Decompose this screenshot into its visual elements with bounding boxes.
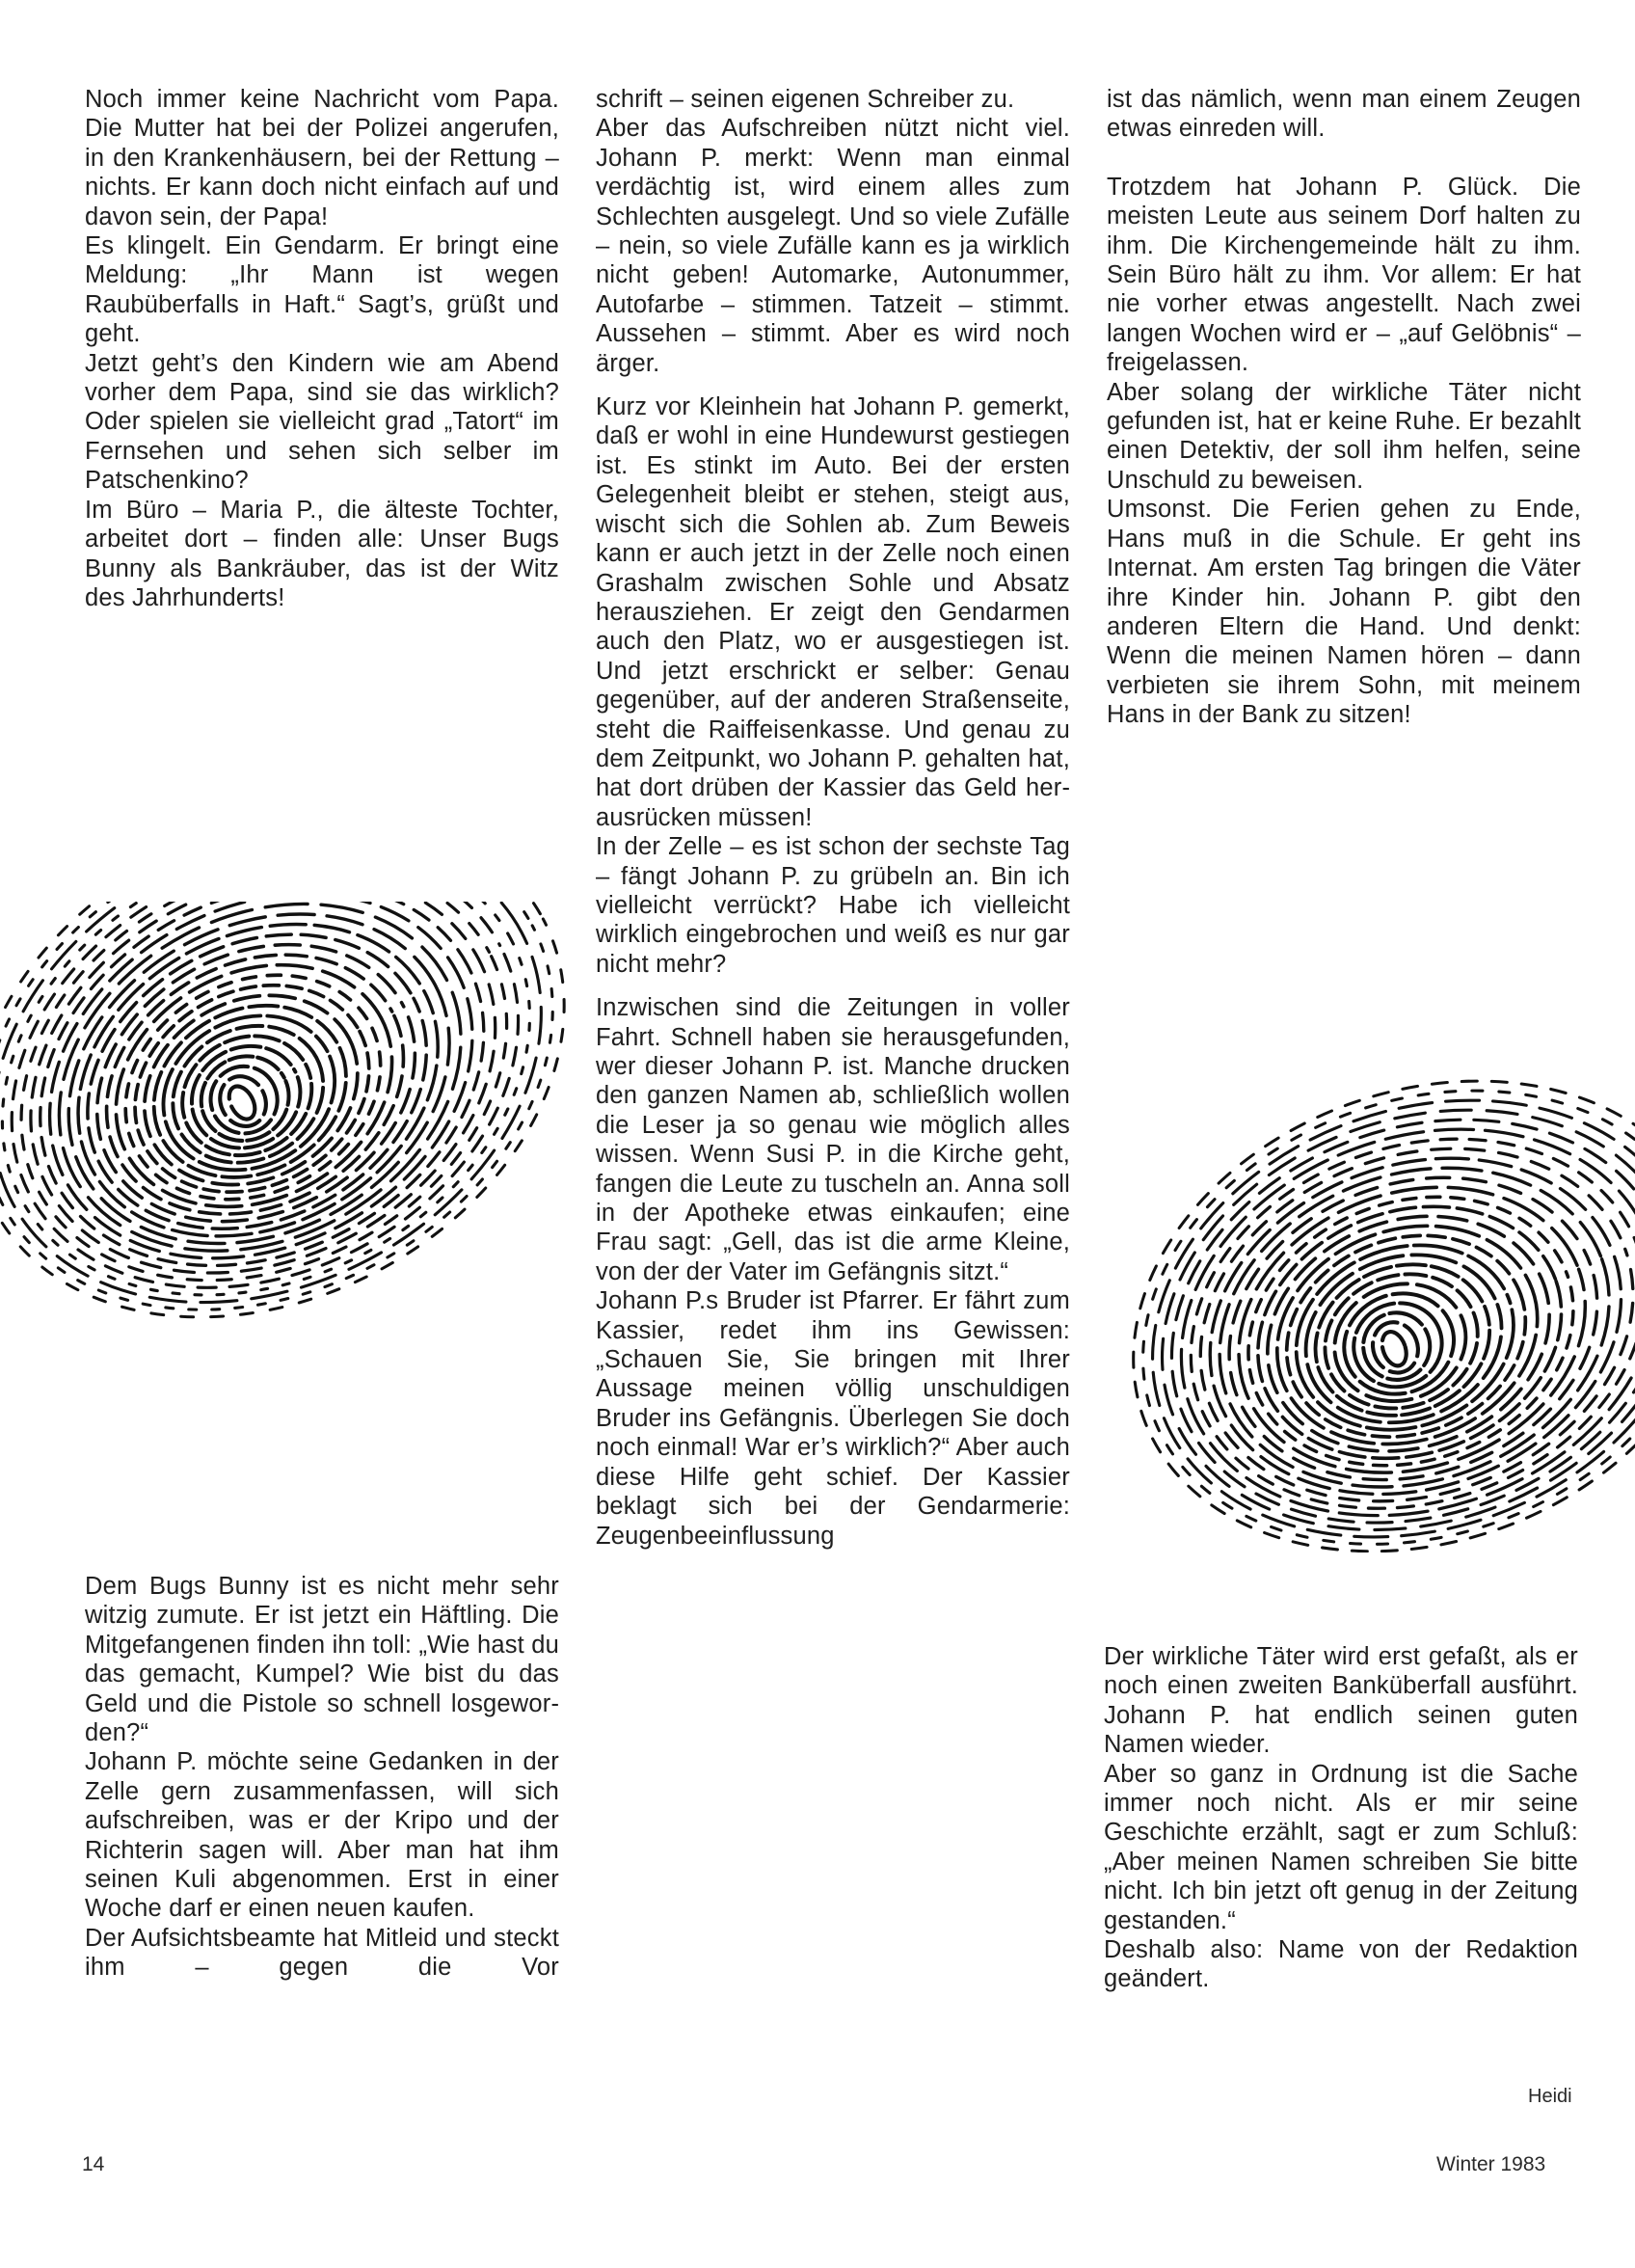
paragraph: Aber das Aufschreiben nützt nicht viel. Johann P. merkt: Wenn man einmal verdächtig ist, wird einem alles zum Schlechten ausgelegt. Und so viele Zufälle – nein, so viele Zufälle kann es ja wirklich nicht geben! Automarke, Autonummer, Autofarbe – stimmen. Tatzeit – stimmt. Aussehen – stimmt. Aber es wird noch ärger.	[596, 115, 1070, 377]
paragraph: Trotzdem hat Johann P. Glück. Die meisten Leute aus seinem Dorf halten zu ihm. Die Kirchengemeinde hält zu ihm. Sein Büro hält zu ihm. Vor allem: Er hat nie vorher etwas angestellt. Nach zwei langen Wochen wird er – „auf Gelöbnis“ – freigelassen.	[1107, 173, 1581, 377]
paragraph: Umsonst. Die Ferien gehen zu Ende, Hans muß in die Schule. Er geht ins Internat. Am ersten Tag bringen die Väter ihre Kinder hin. Johann P. gibt den anderen Eltern die Hand. Und denkt: Wenn die meinen Namen hören – dann verbieten sie ihrem Sohn, mit meinem Hans in der Bank zu sitzen!	[1107, 496, 1581, 729]
paragraph: Kurz vor Kleinhein hat Johann P. gemerkt, daß er wohl in eine Hundewurst gestiegen ist. Es stinkt im Auto. Bei der ersten Gelegenheit bleibt er stehen, steigt aus, wischt sich die Sohlen ab. Zum Beweis kann er auch jetzt in der Zelle noch einen Grashalm zwischen Sohle und Absatz herausziehen. Er zeigt den Gendarmen auch den Platz, wo er ausgestiegen ist. Und jetzt erschrickt er selber: Genau gegenüber, auf der anderen Straßenseite, steht die Raiffeisenkasse. Und genau zu dem Zeitpunkt, wo Johann P. gehalten hat, hat dort drüben der Kassier das Geld herausrücken müssen!	[596, 393, 1070, 831]
fingerprint-ridge	[0, 902, 569, 1384]
paragraph: In der Zelle – es ist schon der sechste Tag – fängt Johann P. zu grübeln an. Bin ich vielleicht verrückt? Habe ich vielleicht wirklich eingebrochen und weiß es nur gar nicht mehr?	[596, 833, 1070, 978]
fingerprint-icon	[1104, 1003, 1635, 1552]
fingerprint-ridge	[36, 902, 478, 1286]
paragraph: Johann P.s Bruder ist Pfarrer. Er fährt zum Kassier, redet ihm ins Gewissen: „Schauen Sie, Sie bringen mit Ihrer Aussage meinen völlig unschuldigen Bruder ins Gefängnis. Überlegen Sie doch noch einmal! War er’s wirklich?“ Aber auch diese Hilfe geht schief. Der Kassier beklagt sich bei der Gendarmerie: Zeugenbeeinflussung	[596, 1287, 1070, 1550]
paragraph: Noch immer keine Nachricht vom Papa. Die Mutter hat bei der Polizei angerufen, in den Krankenhäusern, bei der Rettung – nichts. Er kann doch nicht einfach auf und davon sein, der Papa!	[85, 86, 559, 230]
author-signature: Heidi	[1528, 2086, 1572, 2107]
column-1-top	[85, 85, 559, 612]
paragraph: Aber so ganz in Ordnung ist die Sache immer noch nicht. Als er mir seine Geschichte erzählt, sagt er zum Schluß: „Aber meinen Namen schreiben Sie bitte nicht. Ich bin jetzt oft genug in der Zeitung gestanden.“	[1104, 1760, 1578, 1934]
page-number: 14	[82, 2153, 105, 2175]
fingerprint-ridge	[0, 902, 536, 1330]
column-2	[596, 85, 1070, 1551]
fingerprint-ridge	[174, 1027, 318, 1167]
paragraph: Im Büro – Maria P., die älteste Tochter, arbeitet dort – finden alle: Unser Bugs Bunny als Bankräuber, das ist der Witz des Jahrhunderts!	[85, 496, 559, 611]
paragraph: Aber solang der wirkliche Täter nicht gefunden ist, hat er keine Ruhe. Er bezahlt einen Detektiv, der soll ihm helfen, seine Unschuld zu beweisen.	[1107, 378, 1581, 494]
paragraph: schrift – seinen eigenen Schreiber zu.	[596, 86, 1015, 113]
paragraph: Johann P. möchte seine Gedanken in der Zelle gern zusammenfassen, will sich aufschreiben, was er der Kripo und der Richterin sagen will. Aber man hat ihm seinen Kuli abgenommen. Erst in einer Woche darf er einen neuen kaufen.	[85, 1748, 559, 1923]
paragraph: Deshalb also: Name von der Redaktion geändert.	[1104, 1936, 1578, 1993]
fingerprint-icon	[0, 902, 569, 1461]
column-1-bottom	[85, 1572, 559, 1983]
issue-label: Winter 1983	[1436, 2153, 1546, 2175]
fingerprint-ridge	[1378, 1329, 1410, 1369]
fingerprint-right-image	[1104, 1003, 1635, 1552]
paragraph: Inzwischen sind die Zeitungen in voller Fahrt. Schnell haben sie herausgefunden, wer dieser Johann P. ist. Manche drucken den ganzen Namen ab, schließlich wollen die Leser ja so genau wie möglich alles wissen. Wenn Susi P. in die Kirche geht, fangen die Leute zu tuscheln an. Anna soll in der Apotheke etwas einkaufen; eine Frau sagt: „Gell, das ist die arme Kleine, von der der Vater im Gefängnis sitzt.“	[596, 994, 1070, 1285]
paragraph: Der Aufsichtsbeamte hat Mitleid und steckt ihm – gegen die Vor	[85, 1924, 559, 1982]
column-3-top	[1107, 85, 1581, 730]
paragraph: Jetzt geht’s den Kindern wie am Abend vorher dem Papa, sind sie das wirklich? Oder spielen sie vielleicht grad „Tatort“ im Fernsehen und sehen sich selber im Patschenkino?	[85, 349, 559, 495]
paragraph: Es klingelt. Ein Gendarm. Er bringt eine Meldung: „Ihr Mann ist wegen Raubüberfalls in Haft.“ Sagt’s, grüßt und geht.	[85, 232, 559, 348]
fingerprint-left-image	[0, 902, 569, 1461]
column-3-bottom	[1104, 1642, 1578, 1994]
paragraph: Dem Bugs Bunny ist es nicht mehr sehr witzig zumute. Er ist jetzt ein Häftling. Die Mitgefangenen finden ihn toll: „Wie hast du das gemacht, Kumpel? Wie bist du das Geld und die Pistole so schnell losgeworden?“	[85, 1573, 559, 1747]
fingerprint-ridge	[224, 1082, 259, 1123]
paragraph: ist das nämlich, wenn man einem Zeugen etwas einreden will.	[1107, 86, 1581, 143]
paragraph: Der wirkliche Täter wird erst gefaßt, als er noch einen zweiten Banküberfall ausführt. Johann P. hat endlich seinen guten Namen wieder.	[1104, 1643, 1578, 1759]
